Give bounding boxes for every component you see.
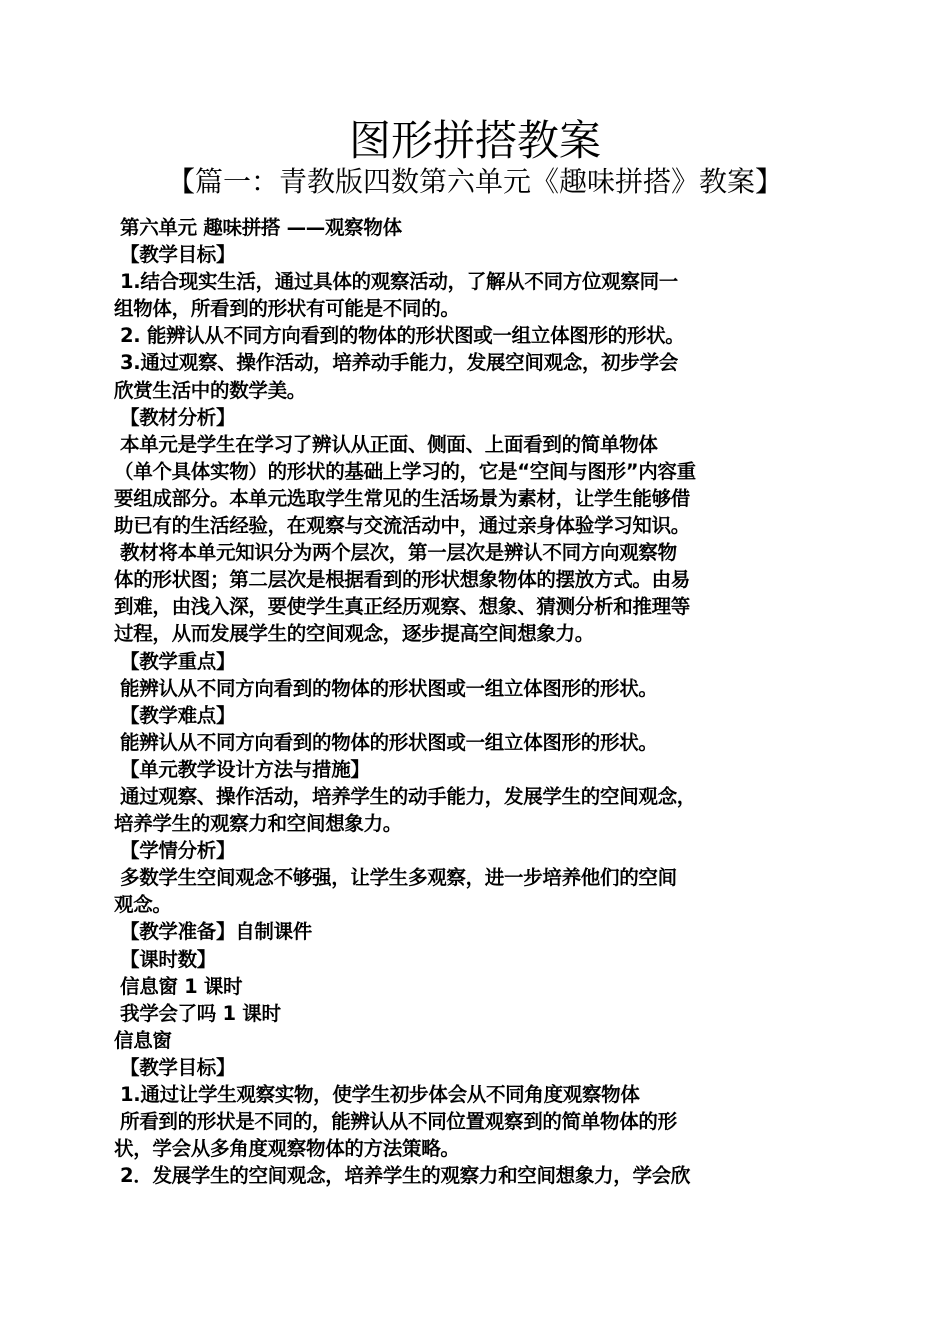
text-line: 1.结合现实生活，通过具体的观察活动，了解从不同方位观察同一 [120, 270, 678, 294]
text-line: 欣赏生活中的数学美。 [114, 378, 307, 402]
text-line: 组物体，所看到的形状有可能是不同的。 [114, 297, 460, 321]
text-line: 体的形状图；第二层次是根据看到的形状想象物体的摆放方式。由易 [114, 568, 691, 592]
text-line: 教材将本单元知识分为两个层次，第一层次是辨认不同方向观察物 [120, 541, 677, 565]
text-line: 到难，由浅入深，要使学生真正经历观察、想象、猜测分析和推理等 [114, 595, 691, 619]
text-line: 【课时数】 [120, 947, 217, 971]
text-line: 能辨认从不同方向看到的物体的形状图或一组立体图形的形状。 [120, 676, 658, 700]
text-line: 【教学准备】自制课件 [120, 920, 313, 944]
document-title: 图形拼搭教案 [348, 116, 601, 165]
text-line: 助已有的生活经验，在观察与交流活动中，通过亲身体验学习知识。 [114, 514, 691, 538]
text-line: 【学情分析】 [120, 839, 236, 863]
text-line: 能辨认从不同方向看到的物体的形状图或一组立体图形的形状。 [120, 730, 658, 754]
text-line: 【教材分析】 [120, 405, 236, 429]
text-line: 信息窗 [114, 1028, 172, 1052]
text-line: 2. 能辨认从不同方向看到的物体的形状图或一组立体图形的形状。 [120, 324, 685, 348]
text-line: 我学会了吗 1 课时 [120, 1001, 281, 1025]
text-line: 过程，从而发展学生的空间观念，逐步提高空间想象力。 [114, 622, 595, 646]
text-line: 所看到的形状是不同的，能辨认从不同位置观察到的简单物体的形 [120, 1110, 677, 1134]
text-line: 培养学生的观察力和空间想象力。 [114, 812, 403, 836]
text-line: 【教学目标】 [120, 1055, 236, 1079]
document-subtitle: 【篇一：青教版四数第六单元《趣味拼搭》教案】 [166, 165, 783, 198]
text-line: 【教学难点】 [120, 703, 236, 727]
text-line: 【单元教学设计方法与措施】 [120, 757, 370, 781]
text-line: 观念。 [114, 893, 172, 917]
text-line: 状，学会从多角度观察物体的方法策略。 [114, 1137, 460, 1161]
text-line: 1.通过让学生观察实物，使学生初步体会从不同角度观察物体 [120, 1083, 640, 1106]
document-body [114, 214, 844, 1189]
text-line: 要组成部分。本单元选取学生常见的生活场景为素材，让学生能够借 [114, 486, 691, 510]
text-line: （单个具体实物）的形状的基础上学习的，它是“空间与图形”内容重 [114, 459, 696, 483]
text-line: 本单元是学生在学习了辨认从正面、侧面、上面看到的简单物体 [120, 432, 658, 456]
text-line: 多数学生空间观念不够强，让学生多观察，进一步培养他们的空间 [120, 866, 677, 890]
text-line: 信息窗 1 课时 [120, 974, 243, 998]
text-line: 【教学目标】 [120, 243, 236, 267]
text-line: 2．发展学生的空间观念，培养学生的观察力和空间想象力，学会欣 [120, 1164, 691, 1188]
text-line: 通过观察、操作活动，培养学生的动手能力，发展学生的空间观念， [120, 784, 697, 808]
text-line: 【教学重点】 [120, 649, 236, 673]
text-line: 3.通过观察、操作活动，培养动手能力，发展空间观念，初步学会 [120, 351, 678, 375]
text-line: 第六单元 趣味拼搭 ——观察物体 [120, 216, 402, 239]
